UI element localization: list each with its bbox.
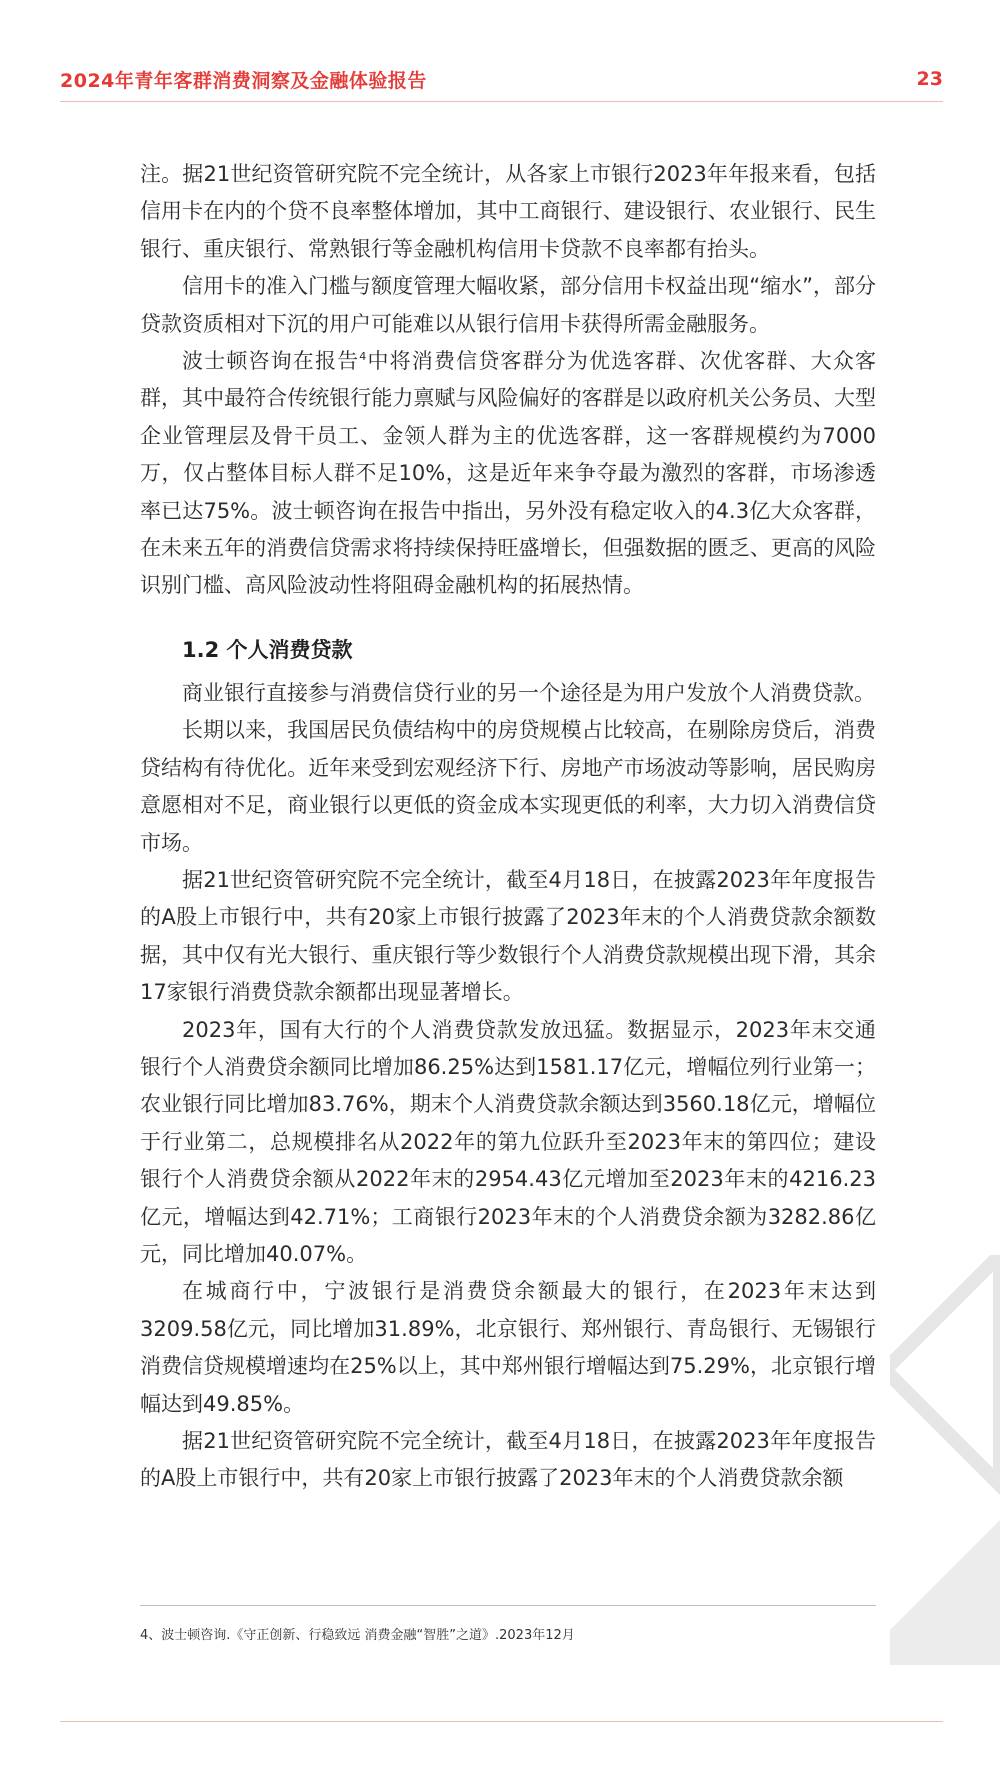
paragraph-continuation: 注。据21世纪资管研究院不完全统计，从各家上市银行2023年年报来看，包括信用卡在内的个贷不良率整体增加，其中工商银行、建设银行、农业银行、民生银行、重庆银行、常熟银行等金融机构信用卡贷款不良率都有抬头。 xyxy=(140,162,876,261)
footer-divider xyxy=(60,1721,943,1722)
footnote-divider xyxy=(140,1605,876,1606)
paragraph-text-after-footnote: 中将消费信贷客群分为优选客群、次优客群、大众客群，其中最符合传统银行能力禀赋与风险偏好的客群是以政府机关公务员、大型企业管理层及骨干员工、金领人群为主的优选客群，这一客群规模约为7000万，仅占整体目标人群不足10%，这是近年来争夺最为激烈的客群，市场渗透率已达75%。波士顿咨询在报告中指出，另外没有稳定收入的4.3亿大众客群，在未来五年的消费信贷需求将持续保持旺盛增长，但强数据的匮乏、更高的风险识别门槛、高风险波动性将阻碍金融机构的拓展热情。 xyxy=(140,349,877,598)
page-number: 23 xyxy=(916,68,943,90)
decorative-diamond xyxy=(890,1255,1000,1665)
page-header xyxy=(60,62,943,96)
paragraph-listed-banks-repeat: 据21世纪资管研究院不完全统计，截至4月18日，在披露2023年年度报告的A股上市银行中，共有20家上市银行披露了2023年末的个人消费贷款余额 xyxy=(140,1429,876,1491)
paragraph-debt-structure: 长期以来，我国居民负债结构中的房贷规模占比较高，在剔除房贷后，消费贷结构有待优化。近年来受到宏观经济下行、房地产市场波动等影响，居民购房意愿相对不足，商业银行以更低的资金成本实现更低的利率，大力切入消费信贷市场。 xyxy=(140,718,876,855)
paragraph-credit-card-tightening: 信用卡的准入门槛与额度管理大幅收紧，部分信用卡权益出现“缩水”，部分贷款资质相对下沉的用户可能难以从银行信用卡获得所需金融服务。 xyxy=(140,274,876,336)
paragraph-city-banks: 在城商行中，宁波银行是消费贷余额最大的银行，在2023年末达到3209.58亿元，同比增加31.89%，北京银行、郑州银行、青岛银行、无锡银行消费信贷规模增速均在25%以上，其中郑州银行增幅达到75.29%，北京银行增幅达到49.85%。 xyxy=(140,1279,876,1416)
report-title: 2024年青年客群消费洞察及金融体验报告 xyxy=(60,69,427,92)
paragraph-listed-banks-stats: 据21世纪资管研究院不完全统计，截至4月18日，在披露2023年年度报告的A股上市银行中，共有20家上市银行披露了2023年末的个人消费贷款余额数据，其中仅有光大银行、重庆银行等少数银行个人消费贷款规模出现下滑，其余17家银行消费贷款余额都出现显著增长。 xyxy=(140,867,876,1005)
header-divider xyxy=(60,101,943,102)
section-heading: 1.2 个人消费贷款 xyxy=(182,637,353,662)
paragraph-bcg-segments xyxy=(140,343,876,605)
main-content xyxy=(140,156,876,1498)
footnote: 4、波士顿咨询.《守正创新、行稳致远 消费金融“智胜”之道》.2023年12月 xyxy=(140,1628,575,1643)
diamond-graphic xyxy=(890,1255,1000,1665)
footnote-reference[interactable]: 4 xyxy=(359,350,367,364)
paragraph-state-banks: 2023年，国有大行的个人消费贷款发放迅猛。数据显示，2023年末交通银行个人消费贷余额同比增加86.25%达到1581.17亿元，增幅位列行业第一；农业银行同比增加83.76%，期末个人消费贷款余额达到3560.18亿元，增幅位于行业第二，总规模排名从2022年的第九位跃升至2023年末的第四位；建设银行个人消费贷余额从2022年末的2954.43亿元增加至2023年末的4216.23亿元，增幅达到42.71%；工商银行2023年末的个人消费贷余额为3282.86亿元，同比增加40.07%。 xyxy=(140,1017,876,1266)
paragraph-text-before-footnote: 波士顿咨询在报告 xyxy=(182,349,360,374)
paragraph-consumer-loans-intro: 商业银行直接参与消费信贷行业的另一个途径是为用户发放个人消费贷款。 xyxy=(182,680,875,705)
